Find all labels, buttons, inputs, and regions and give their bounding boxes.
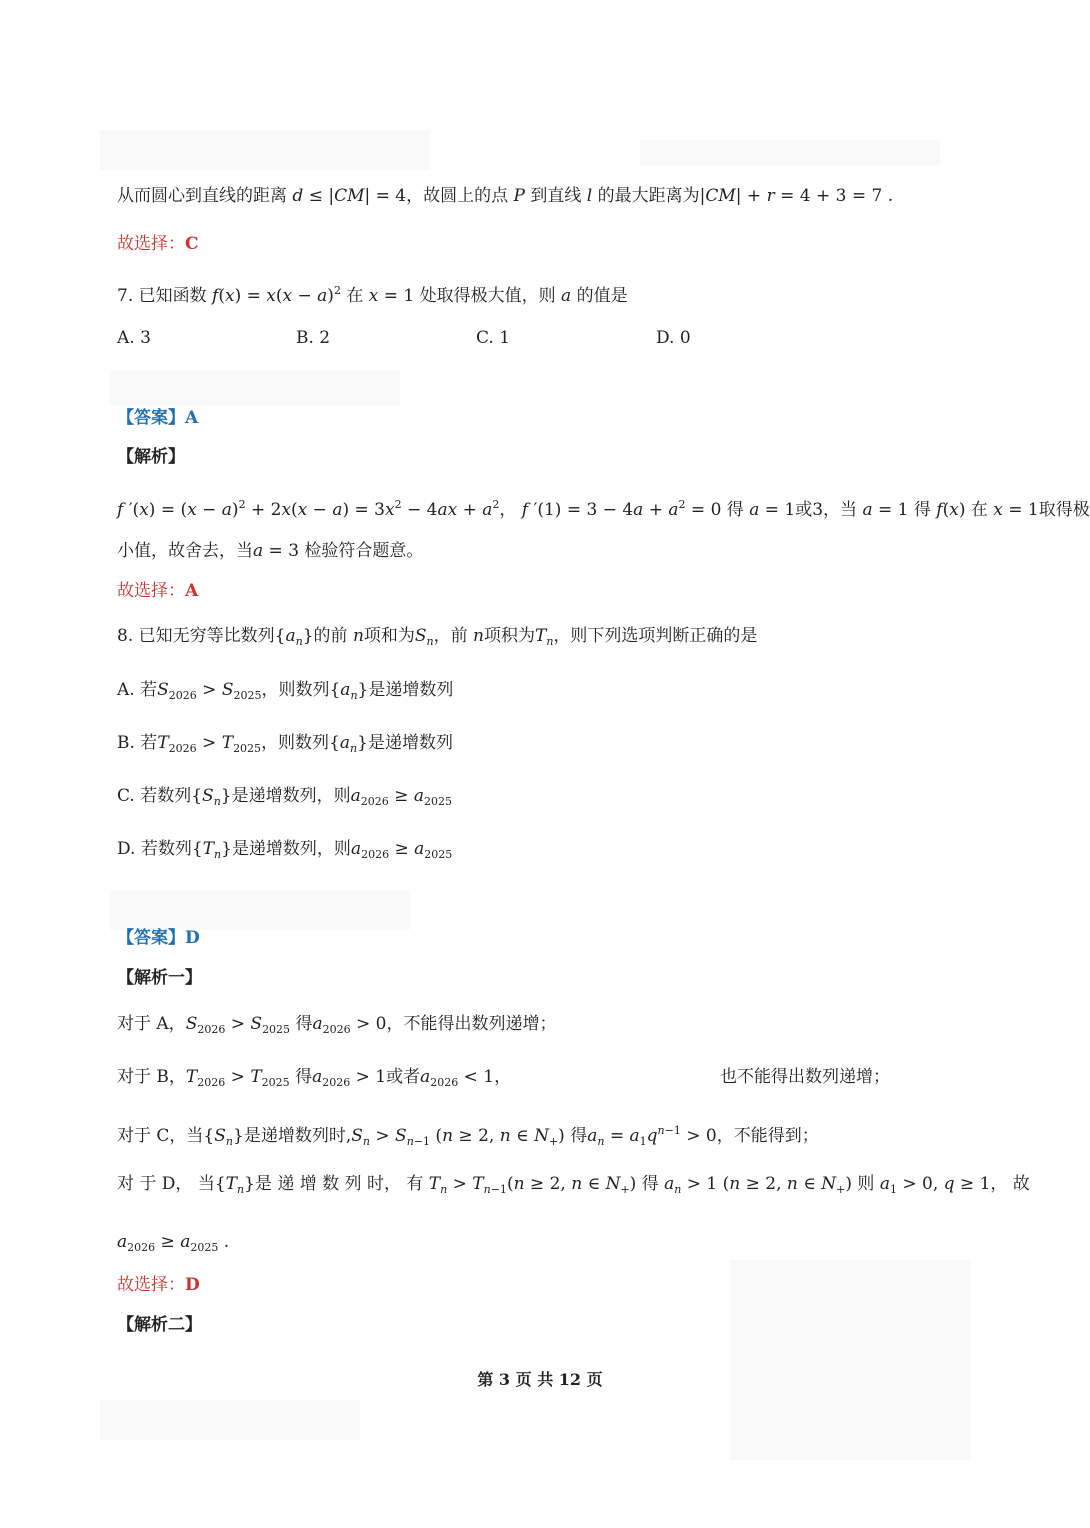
q7-solution-line2: 小值，故舍去，当a = 3 检验符合题意。 (117, 541, 424, 561)
page-footer: 第 3 页 共 12 页 (477, 1370, 603, 1389)
scan-artifact (100, 1400, 360, 1440)
q6-choice: 故选择：C (117, 234, 199, 254)
q7-option-b: B. 2 (296, 328, 331, 348)
q7-option-a: A. 3 (117, 328, 151, 348)
q8-option-d: D. 若数列$\{T_n\}$是递增数列，则$a_{2026} \ge a_{2025}$ (117, 839, 453, 861)
q7-answer: 【答案】A (117, 408, 199, 428)
q7-choice: 故选择：A (117, 581, 199, 601)
scan-artifact (730, 1260, 970, 1460)
q8-sol-b-tail: 也不能得出数列递增； (720, 1067, 890, 1087)
q8-option-a: A. 若$S_{2026} > S_{2025}$，则数列$\{a_n\}$是递增数列 (117, 680, 454, 702)
q7-option-d: D. 0 (656, 328, 691, 348)
q8-sol-d: 对 于 D， 当$\{T_n\}$是 递 增 数 列 时， 有 $T_n > T_{n-1}(n \ge 2$, n ∈ $N_+$) 得 $a_n > 1$ (n ≥ 2, n ∈ $N_+$) 则 $a_1 > 0$, q ≥ 1， 故 (117, 1174, 1030, 1196)
q7-solution-line1: f $'(x) = (x - a)^2 + 2x(x - a) = 3x^2 - 4ax + a^2$， f $'(1) = 3 - 4a + a^2 = 0$ 得 a = 1或3，当 a = 1 得 f(x) 在 x = 1取得极 (117, 498, 1090, 520)
q8-sol-a: 对于 A，$S_{2026} > S_{2025}$ 得$a_{2026} > 0$，不能得出数列递增； (117, 1014, 557, 1036)
q7-stem: 7. 已知函数 $f(x) = x(x - a)^2$ 在 x = 1 处取得极大值，则 a 的值是 (117, 284, 628, 306)
q8-option-b: B. 若$T_{2026} > T_{2025}$，则数列$\{a_n\}$是递增数列 (117, 733, 453, 755)
q8-sol-b: 对于 B，$T_{2026} > T_{2025}$ 得$a_{2026} > 1$或者$a_{2026} < 1$， (117, 1067, 512, 1089)
scan-artifact (100, 130, 430, 170)
q8-stem: 8. 已知无穷等比数列$\{a_n\}$的前 n项和为$S_n$，前 n项积为$T_n$，则下列选项判断正确的是 (117, 626, 758, 648)
scan-artifact (640, 140, 940, 165)
scan-artifact (110, 370, 400, 405)
q7-option-c: C. 1 (476, 328, 511, 348)
q8-sol-c: 对于 C，当$\{S_n\}$是递增数列时$,S_n > S_{n-1}$ (n ≥ 2, n ∈ $N_+$) 得$a_n = a_1q^{n-1} > 0$，不能得到； (117, 1124, 819, 1148)
q8-answer: 【答案】D (117, 928, 200, 948)
q8-sol-d-cont: $a_{2026} \ge a_{2025}$ . (117, 1232, 230, 1254)
q8-analysis2-label: 【解析二】 (117, 1315, 202, 1335)
q6-distance-line: 从而圆心到直线的距离 d ≤ |CM| = 4，故圆上的点 P 到直线 l 的最大距离为|CM| + r = 4 + 3 = 7 . (117, 186, 894, 206)
q8-analysis1-label: 【解析一】 (117, 968, 202, 988)
q8-option-c: C. 若数列$\{S_n\}$是递增数列，则$a_{2026} \ge a_{2025}$ (117, 786, 452, 808)
q8-choice: 故选择：D (117, 1275, 200, 1295)
q7-analysis-label: 【解析】 (117, 447, 185, 467)
